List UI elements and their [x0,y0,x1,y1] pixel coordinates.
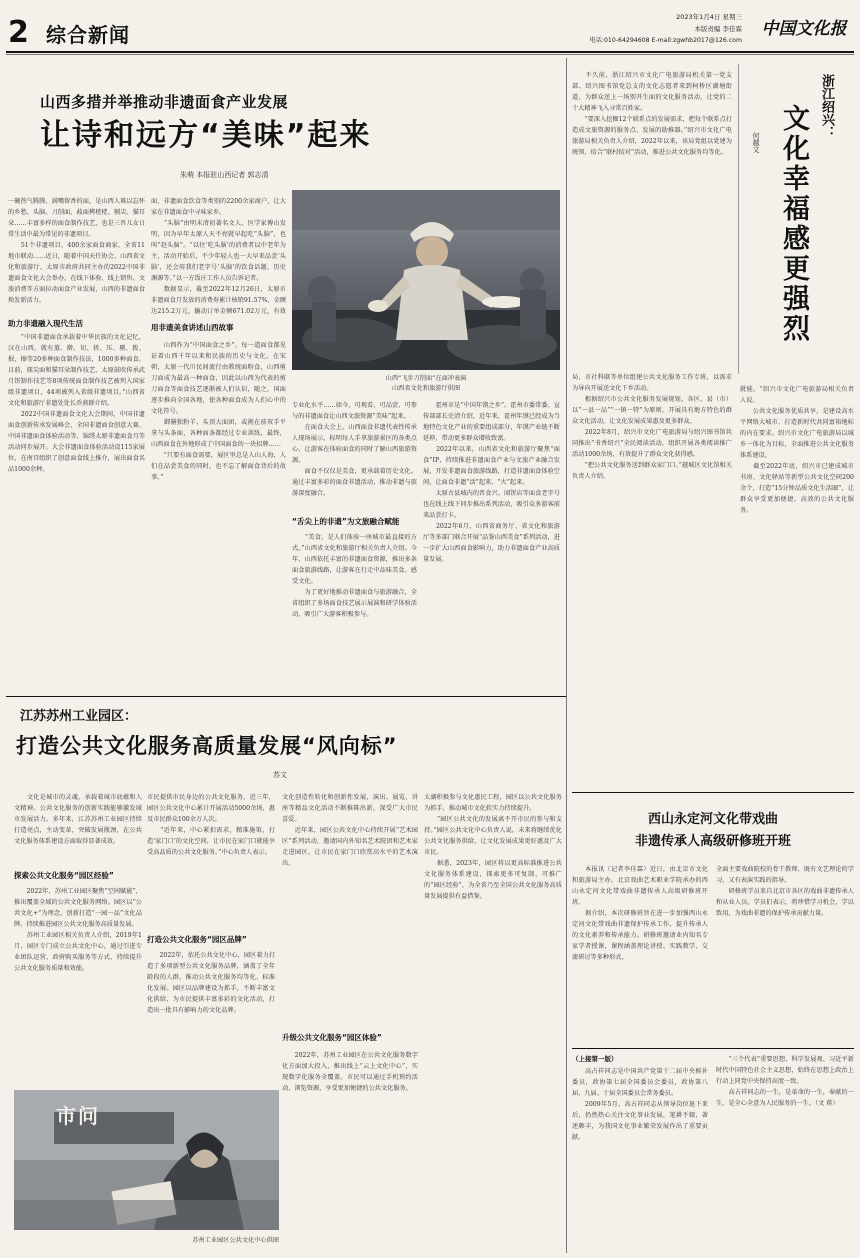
article1-photo [292,190,560,370]
article1-body-col3: 专业化水平……如今，可观看、可品尝、可参与的非遗面食让山西文旅资源“美味”起来。 在面食大会上，山西面食非遗代表性传承人现场展示，标明每人手拿旅游景区的各类点心，让游客在体验面食的同时了解山西旅游资源。 面食不仅仅是美食，更承载着历史文化。通过丰富多彩的面食非遗活动，推动非遗与旅游深度融合。 [292,402,417,497]
article1-photo-caption: 山西“飞步刀削面”在面冲表演 山西省文化和旅游厅供图 [385,375,467,392]
article3-body-col2: 局、市社科联等单位组建公共文化服务工作专班，以需求为导向开展送文化下乡活动。 根据绍兴市公共文化服务发展规划，各区、县（市）以“一县一品”“一镇一特”为原则，开展具有地方特色的群众文化活动，让文化发展成果惠及更多群众。 2022年8月，绍兴市文化广电旅游局与绍兴图书馆共同推出“书香绍兴”全民阅读活动，组织开展各类阅读推广活动1000余场，有效提升了群众文化获得感。 “把公共文化服务送到群众家门口。”越城区文化馆相关负责人介绍。 [572,374,732,480]
article2-subhead-3: 升级公共文化服务“园区体验” [282,1033,382,1042]
article2-photo-sign: 市问 [56,1104,100,1128]
article1-subhead-1: 助力非遗融入现代生活 [8,319,83,328]
article1-body-col2b: 山西作为“中国面食之乡”，每一道面食都见证着山西千年以来和民族的历史与文化。在宋朝，太原一代川民间流行由教统面粉食，山西剪刀面成为最高一种面食，因此以山西为代表的剪刀面食等面食技艺逐渐被人们认识，随之，国面逐步推向全国各地，使各种面食成为人们心中的文化符号。 御膳独粉羊、头顶大面团，或挑在前双手平拿与头条面，各种面条都经过专业训练，最终，山西面食在外地形成了中国面食的一块招牌…… “只要有面食需要，展区里总是人山人海，人们在品尝美食的同时，也不忘了解面食背后的故事。” [151,342,286,481]
section-divider-1 [6,696,566,697]
article2-body-col1: 文化是城市的灵魂，承载着城市底蕴和人文精神。公共文化服务的创新实践能够激发城市发展活力。多年来，江苏苏州工业园区持续打造亮点，主动变革，突破发展瓶颈，在公共文化服务体系建设方面取得显著成效。 [14,794,142,845]
article2-photo-caption: 苏州工业园区公共文化中心供图 [192,1237,279,1244]
article2-headline: 打造公共文化服务高质量发展“风向标” [16,734,398,758]
article2-body-col2: 市民提供市民身边的公共文化服务，近三年，园区公共文化中心累计开展活动5000余场，惠及市民群众100余万人次。 “近年来，中心紧扣需求，精准施策，打造‘家门口’的文化空间，让市民在家门口就能享受高品质的公共文化服务。”中心负责人表示。 [147,794,275,856]
article1-headline: 让诗和远方“美味”起来 [40,118,372,153]
article3-body-col1: 不久前，浙江绍兴市文化广电旅游局机关第一党支部、绍兴图书馆党总支的文化志愿者来到柯桥区湖塘街道，为群众送上一场别开生面的文化服务活动，让党的二十大精神飞入寻常百姓家。 “要深入挖掘12个联系点的发展需求，把每个联系点打造成文旅资源的服务点、发展的助推器。”绍兴市文化广电旅游局相关负责人介绍，2022年以来，该局党组以党建为统领，结合“联村结对”活动，推进公共文化服务均等化。 [572,72,732,156]
article1-body-col1b: “中国非遗面食承载着中华民族的文化记忆，汉在山西，就有蒸、擀、切、搓、压、剔、拨、抿、擦等20多种面食制作技法，1000多种面食。目前，探尖面和猫耳朵制作技艺、太原鼓吹传承武月饼制作技艺等8项传统面食制作技艺被列入国家级非遗项目，44项被列入省级非遗项目。”山西省文化和旅游厅非遗处处长乔燕群介绍。 2022中国非遗面食文化大会期间，中国非遗面食创新传承发展峰会、全国非遗面食创意大赛、中国非遗面食体验活动等、锦绣太原非遗面食月等活动同步展开。大会非遗面食体验活动设115家展位，在南宫组织了创意面食线上推介，展出面食名品1000余种。 [8,334,145,473]
masthead-rule-thin [6,54,854,55]
column-divider [566,58,567,1253]
article4-continuation-label: （上接第一版） [572,1055,618,1063]
article2-body-col4: 太湖积极参与文化惠民工程，园区以公共文化服务为抓手，推动城市文化软实力持续提升。 “园区公共文化的发展离不开市民的参与和支持。”园区公共文化中心负责人说，未来将继续优化公共文化服务供给，让文化发展成果更好惠及广大市民。 据悉，2023年，园区将以更高标准推进公共文化服务体系建设，探索更多可复制、可推广的“园区经验”，为全省乃至全国公共文化服务高质量发展提供有益借鉴。 [424,794,562,900]
page-number: 2 [8,15,29,50]
section-divider-2 [572,792,854,793]
section-title: 综合新闻 [46,23,130,47]
contact-info: 电话:010-64294608 E-mail:zgwhb2017@126.com [589,37,742,44]
article2-body-col2b: 2022年，依托公共文化中心，园区着力打造了多项新型公共文化服务品牌，涵盖了全年龄段的人群，推动公共文化服务均等化、标准化发展。园区以品牌建设为抓手，不断丰富文化供给，为市民提供丰富多彩的文化活动，打造出一批具有影响力的文化品牌。 [147,952,275,1014]
article2-byline: 苏文 [273,771,287,779]
article2-kicker: 江苏苏州工业园区： [20,709,138,724]
article3-headline: 文化幸福感更强烈 [778,104,809,344]
article4-body-col2: 全面主要戏曲院校的骨干教师，既有文艺理论的学习，又有表演实践的指导。 研修班学员来自北京市各区的戏曲非遗传承人和从业人员。学员们表示，将珍惜学习机会，学以致用，为戏曲非遗的保护传承贡献力量。 [716,866,854,917]
article1-kicker: 山西多措并举推动非遗面食产业发展 [40,93,289,111]
article4-headline-line2: 非遗传承人高级研修班开班 [634,834,791,849]
issue-date: 2023年1月4日 星期三 [676,13,742,21]
article2-subhead-2: 打造公共文化服务“园区品牌” [147,935,247,944]
article4-continuation-col1: 高占祥同志是中国共产党第十二届中央候补委员，政协第七届全国委员会委员，政协第八届、九届、十届全国委员会常务委员。 2009年5月，高占祥同志从领导岗位退下来后，仍然热心关注文化事业发展，笔耕不辍，著述颇丰，为我国文化事业繁荣发展作出了重要贡献。 [572,1068,708,1141]
article2-subhead-1: 探索公共文化服务“园区经验” [14,871,114,880]
article2-body-col3b: 2022年，苏州工业园区在公共文化服务数字化方面加大投入，推出线上“云上文化中心”，实现数字化服务全覆盖。市民可以通过手机预约活动、浏览资源，享受更加便捷的公共文化服务。 [282,1052,418,1092]
article1-body-col3b: “美食，是人们体验一座城市最直接的方式。”山西省文化和旅游厅相关负责人介绍。今年，山西依托丰富的非遗面食资源，推出多条面食旅游线路，让游客在行走中品味美食、感受文化。 为了更好地推动非遗面食与旅游融合，全省组织了多场面食技艺展示展演和研学体验活动，吸引广大游客积极参与。 [292,534,417,618]
masthead-rule [6,51,854,53]
article2-body-col1b: 2022年，苏州工业园区聚焦“空间赋能”，推出覆盖全域的公共文化服务网络。园区以“公共文化+”为理念，创新打造“一园一品”文化品牌，持续推进园区公共文化服务高质量发展。 苏州工业园区相关负责人介绍，2019年1月，园区专门成立公共文化中心，通过引进专业团队运营、政府购买服务等方式，持续提升公共文化服务质量和效能。 [14,888,142,972]
article2-body-col3: 文化创造性转化和创新性发展，演出、展览、讲座等精品文化活动不断推陈出新，深受广大市民喜爱。 近年来，园区公共文化中心持续开展“艺术园区”系列活动，邀请国内外知名艺术院团和艺术家走进园区，让市民在家门口欣赏高水平的艺术演出。 [282,794,418,867]
article1-byline: 朱萌 本报驻山西记者 郭志清 [180,171,269,179]
page-editor: 本版责编 李佳霖 [694,25,742,33]
article3-body-col3: 就能。“绍兴市文化广电旅游局相关负责人说。 公共文化服务优质共享，是建设高水平网络大城市、打造新时代共同富裕地标的内在要求。绍兴市文化广电旅游局以城乡一体化为目标，全面推进公共文化服务体系建设。 截至2022年底，绍兴市已建成城市书房、文化驿站等新型公共文化空间200余个，打造“15分钟品质文化生活圈”，让群众享受更加便捷、高效的公共文化服务。 [740,386,854,514]
article1-body-col1a: 一碗热气腾腾、满嘴留香的面，是山西人难以忘怀的乡愁。头脑、刀削面、莜面栲栳栳、剔尖、猫耳朵……丰富多样的面食制作技艺，也是三晋儿女日常生活中最为常见的非遗项目。 51个非遗项目、400余家面食商家、全省11地市联动……近日，随着中国天任协会、山西省文化和旅游厅、太原市政府共同主办的2022中国非遗面食文化大会举办，在线下体验、线上销售、文旅消费等方面拉动面食产业发展，山西的非遗面食焕发新活力。 [8,198,145,304]
article4-headline-line1: 西山永定河文化带戏曲 [647,812,778,827]
article3-kicker: 浙江绍兴： [819,74,834,139]
article1-subhead-2: 用非遗美食讲述山西故事 [151,323,234,332]
newspaper-logo: 中国文化报 [761,19,847,39]
section-divider-3 [572,1048,854,1049]
article1-subhead-3: “舌尖上的非遗”为文旅融合赋能 [292,517,400,526]
article3-byline: 何越文 [752,132,760,153]
article4-body-col1: 本报讯（记者李佳霖）近日，由北京市文化和旅游局主办，北京戏曲艺术职业学院承办的西山永定河文化带戏曲非遗传承人高级研修班开班。 据介绍，本次研修班旨在进一步加强西山永定河文化带戏曲非遗保护传承工作，提升传承人的文化素养和传承能力。研修班邀请业内知名专家学者授课，课程涵盖理论讲授、实践教学、交流研讨等多种形式。 [572,866,708,961]
article1-body-col2: 面、非遗面食饮食等类别的2200余家商户，让大家在非遗面食中寻味家乡。 “头脑”由明末清初著名文人、医学家傅山发明，因为早年太原人天不亮就早起吃“头脑”，也叫“赶头脑”。“以往‘吃头脑’的消费者以中老年为主，活动开始后，不少年轻人也一大早来品尝‘头脑’，还会用我们老字号‘头脑’的饮食话题，历史渊源等。”以一方饭庄工作人员告诉记者。 数据显示，截至2022年12月26日，太原市非遗面食月发放的消费券累计核销91.57%，金额达215.2万元，撬动订单金额671.02万元，有效 [151,198,286,315]
article1-body-col4: 霍州市是“中国年馍之乡”。霍州市委常委、宣传部部长史清介绍，近年来，霍州年馍已经成为当地特色文化产业的重要组成部分，年馍产业链不断延伸，带动更多群众增收致富。 2022年以来，山西省文化和旅游厅聚焦“面食”IP，持续推进非遗面食产业与文旅产业融合发展，开发非遗面食旅游线路，打造非遗面食体验空间，让面食非遗“活”起来、“火”起来。 太原古县城内的晋食兴、闻饼店等面食老字号也在线上线下同步推出系列活动，吸引众多游客前来品尝打卡。 2022年6月，山西省商务厅、省文化和旅游厅等多部门联合开展“品鉴山西美食”系列活动，进一步扩大山西面食影响力，助力非遗面食产业高质量发展。 [423,402,560,563]
article4-continuation-col2: “三个代表”重要思想、科学发展观、习近平新时代中国特色社会主义思想，始终在思想上政治上行动上同党中央保持高度一致。 高占祥同志的一生，是革命的一生，奉献的一生，是全心全意为人民服务的一生。（文 蒋） [716,1056,854,1107]
